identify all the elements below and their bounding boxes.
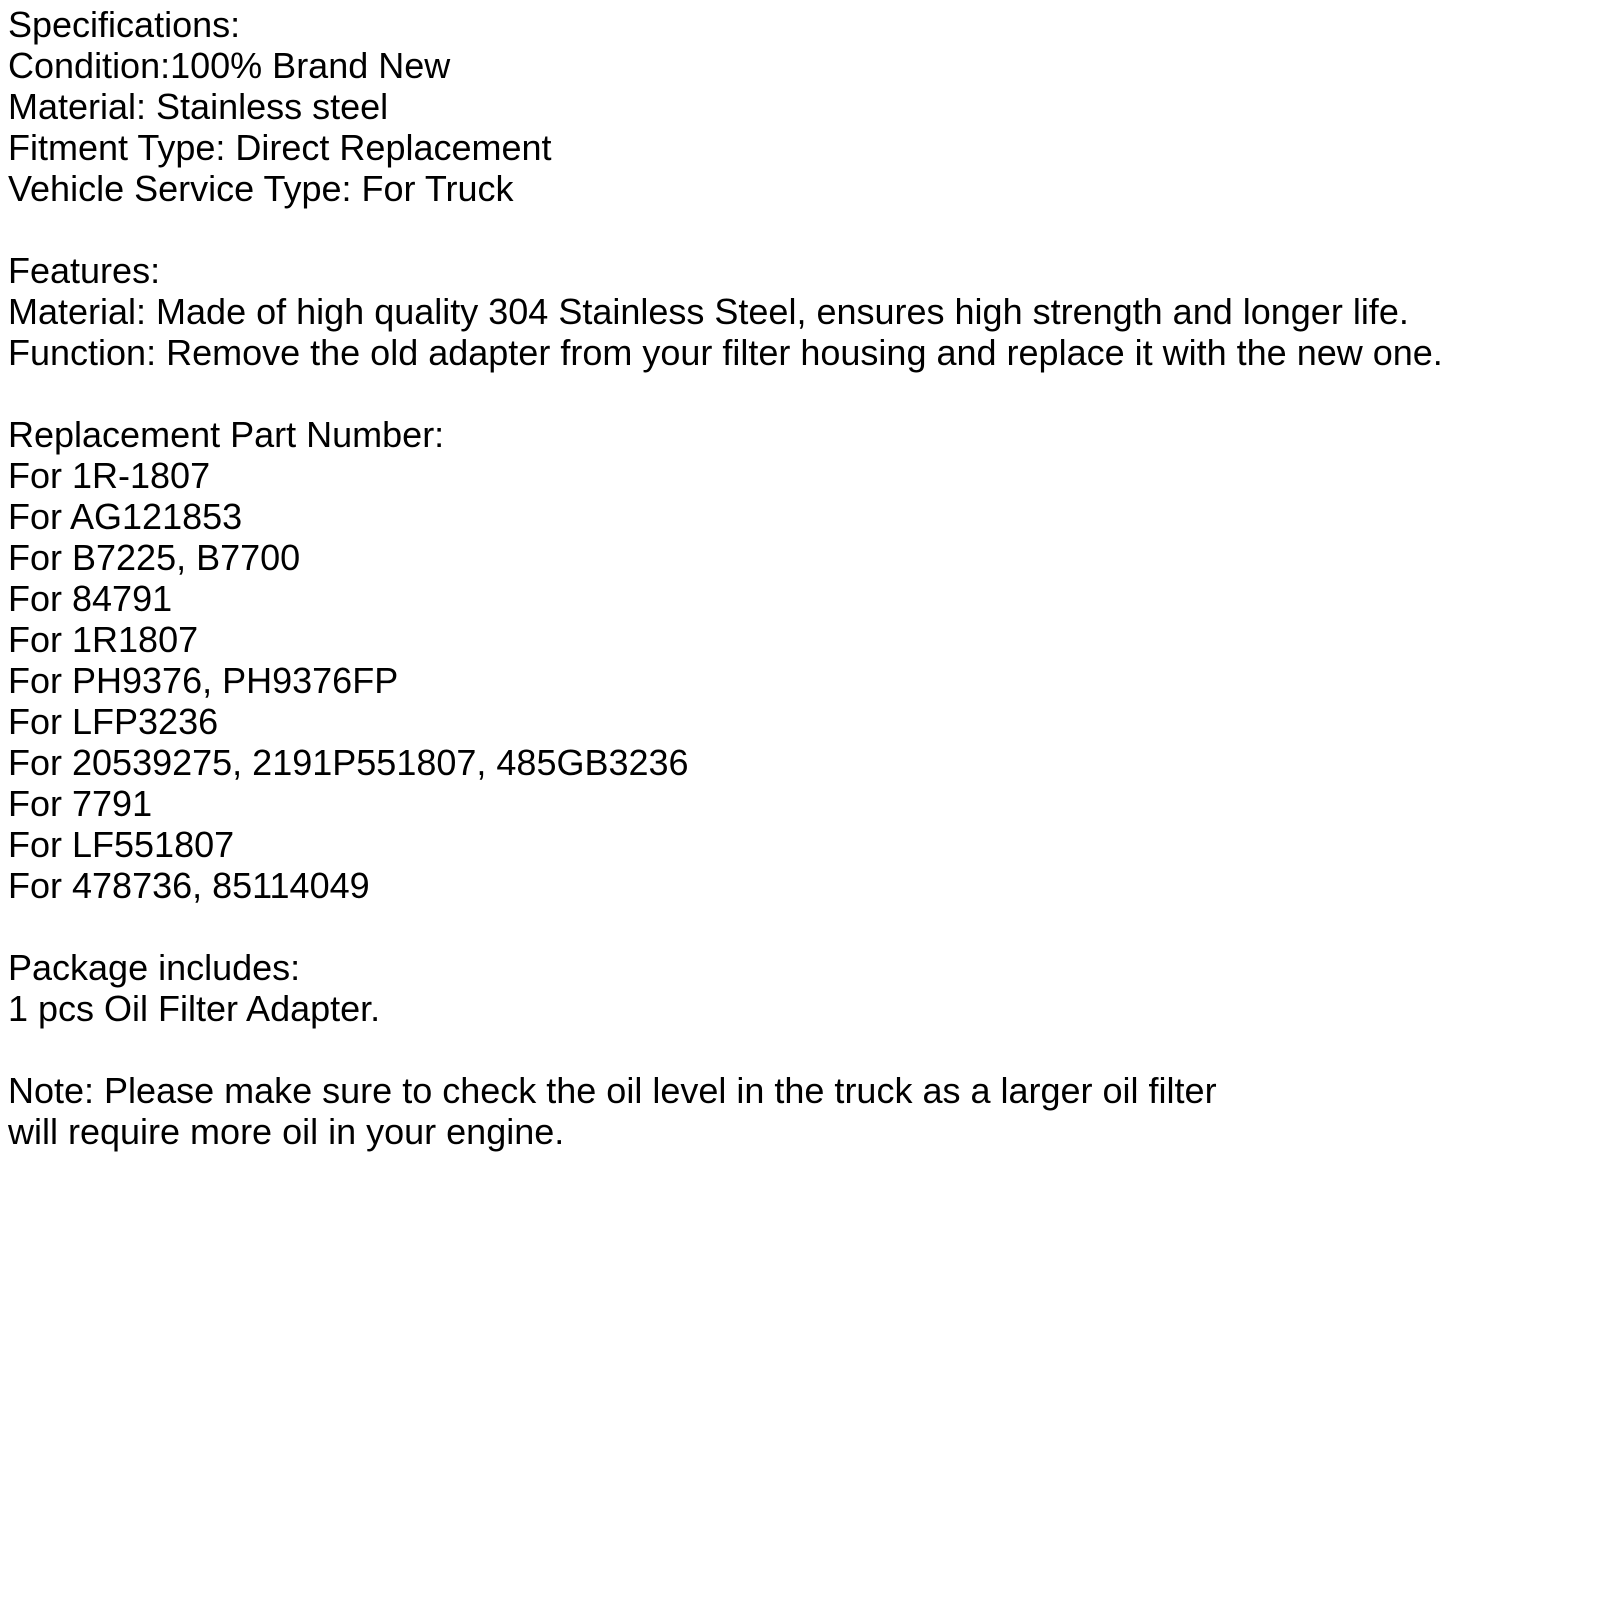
- part-number-line: For 1R-1807: [8, 455, 211, 496]
- part-number-line: For B7225, B7700: [8, 537, 301, 578]
- package-section: [8, 947, 1598, 1029]
- package-item: 1 pcs Oil Filter Adapter.: [8, 988, 381, 1029]
- spec-vehicle-service-type: Vehicle Service Type: For Truck: [8, 168, 514, 209]
- part-number-line: For LF551807: [8, 824, 235, 865]
- feature-function: Function: Remove the old adapter from your filter housing and replace it with the new one.: [8, 332, 1443, 373]
- product-description: [8, 4, 1598, 1193]
- part-number-line: For 84791: [8, 578, 173, 619]
- feature-material: Material: Made of high quality 304 Stainless Steel, ensures high strength and longer life.: [8, 291, 1409, 332]
- replacement-part-section: [8, 414, 1598, 906]
- specifications-section: [8, 4, 1598, 209]
- part-number-line: For 20539275, 2191P551807, 485GB3236: [8, 742, 689, 783]
- note-line: will require more oil in your engine.: [8, 1111, 565, 1152]
- note-section: [8, 1070, 1598, 1152]
- spec-material: Material: Stainless steel: [8, 86, 389, 127]
- part-number-line: For 478736, 85114049: [8, 865, 370, 906]
- part-number-line: For 7791: [8, 783, 153, 824]
- part-number-line: For 1R1807: [8, 619, 199, 660]
- part-number-line: For PH9376, PH9376FP: [8, 660, 399, 701]
- note-line: Note: Please make sure to check the oil level in the truck as a larger oil filter: [8, 1070, 1217, 1111]
- spec-fitment-type: Fitment Type: Direct Replacement: [8, 127, 552, 168]
- specifications-heading: Specifications:: [8, 4, 241, 45]
- features-heading: Features:: [8, 250, 161, 291]
- part-number-line: For AG121853: [8, 496, 243, 537]
- part-number-line: For LFP3236: [8, 701, 219, 742]
- features-section: [8, 250, 1598, 373]
- package-heading: Package includes:: [8, 947, 301, 988]
- replacement-heading: Replacement Part Number:: [8, 414, 445, 455]
- spec-condition: Condition:100% Brand New: [8, 45, 451, 86]
